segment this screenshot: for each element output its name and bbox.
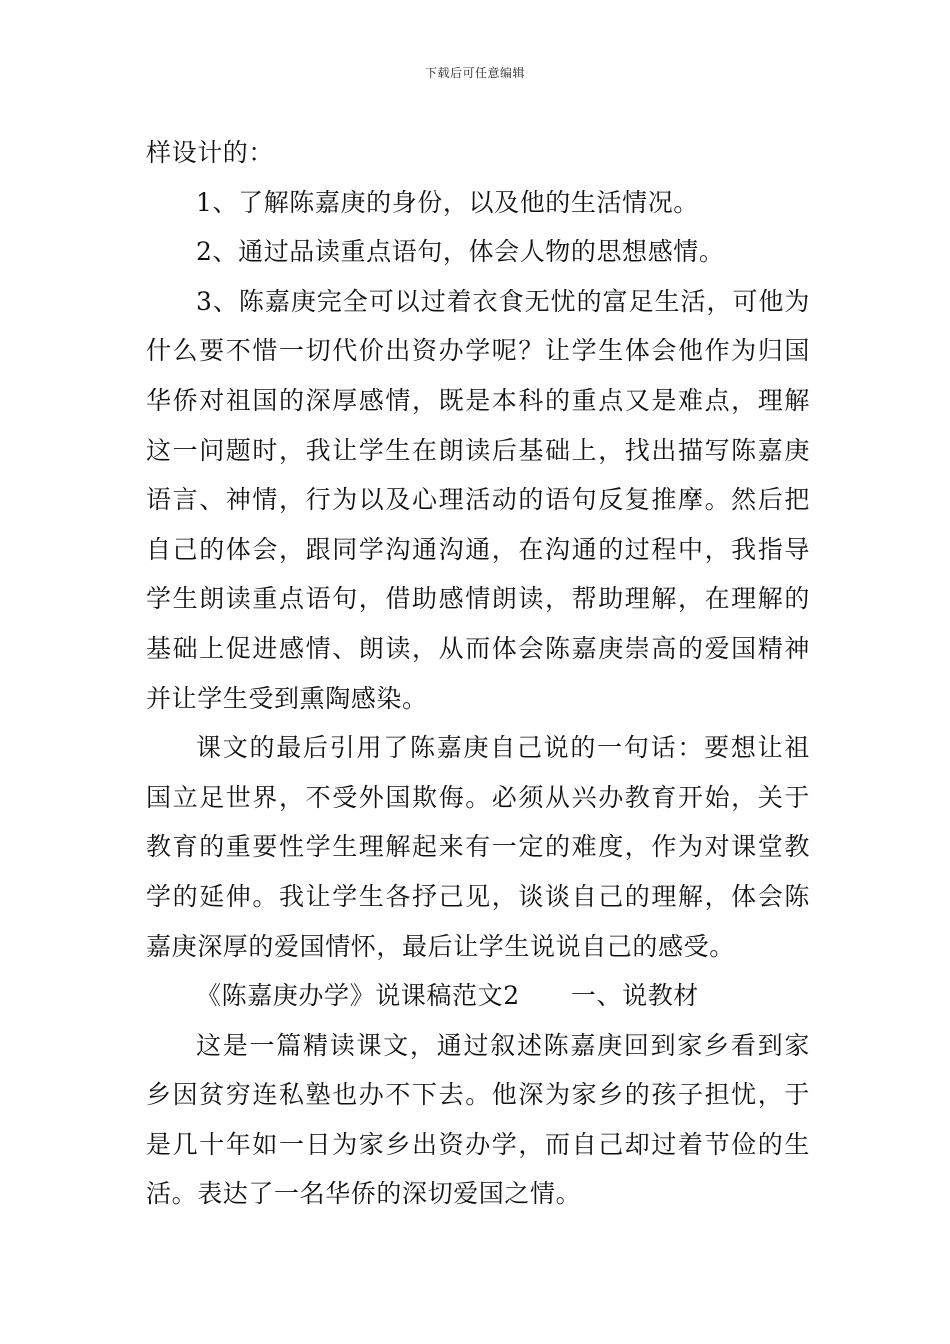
section-heading: 《陈嘉庚办学》说课稿范文2 一、说教材 xyxy=(196,981,699,1011)
document-body xyxy=(146,128,810,1219)
page-header: 下载后可任意编辑 xyxy=(424,66,525,80)
paragraph-item-3: 3、陈嘉庚完全可以过着衣食无忧的富足生活，可他为什么要不惜一切代价出资办学呢？让学生体会他作为归国华侨对祖国的深厚感情，既是本科的重点又是难点，理解这一问题时，我让学生在朗读后基础上，找出描写陈嘉庚语言、神情，行为以及心理活动的语句反复推摩。然后把自己的体会，跟同学沟通沟通，在沟通的过程中，我指导学生朗读重点语句，借助感情朗读，帮助理解，在理解的基础上促进感情、朗读，从而体会陈嘉庚崇高的爱国精神并让学生受到熏陶感染。 xyxy=(146,286,810,713)
paragraph-textbook: 这是一篇精读课文，通过叙述陈嘉庚回到家乡看到家乡因贫穷连私塾也办不下去。他深为家乡的孩子担忧，于是几十年如一日为家乡出资办学，而自己却过着节俭的生活。表达了一名华侨的深切爱国之情。 xyxy=(146,1030,810,1209)
paragraph-continuation: 样设计的： xyxy=(146,138,275,167)
paragraph-item-2: 2、通过品读重点语句，体会人物的思想感情。 xyxy=(196,237,725,267)
paragraph-conclusion: 课文的最后引用了陈嘉庚自己说的一句话：要想让祖国立足世界，不受外国欺侮。必须从兴办教育开始，关于教育的重要性学生理解起来有一定的难度，作为对课堂教学的延伸。我让学生各抒己见，谈谈自己的理解，体会陈嘉庚深厚的爱国情怀，最后让学生说说自己的感受。 xyxy=(146,733,810,961)
paragraph-item-1: 1、了解陈嘉庚的身份，以及他的生活情况。 xyxy=(196,187,699,217)
